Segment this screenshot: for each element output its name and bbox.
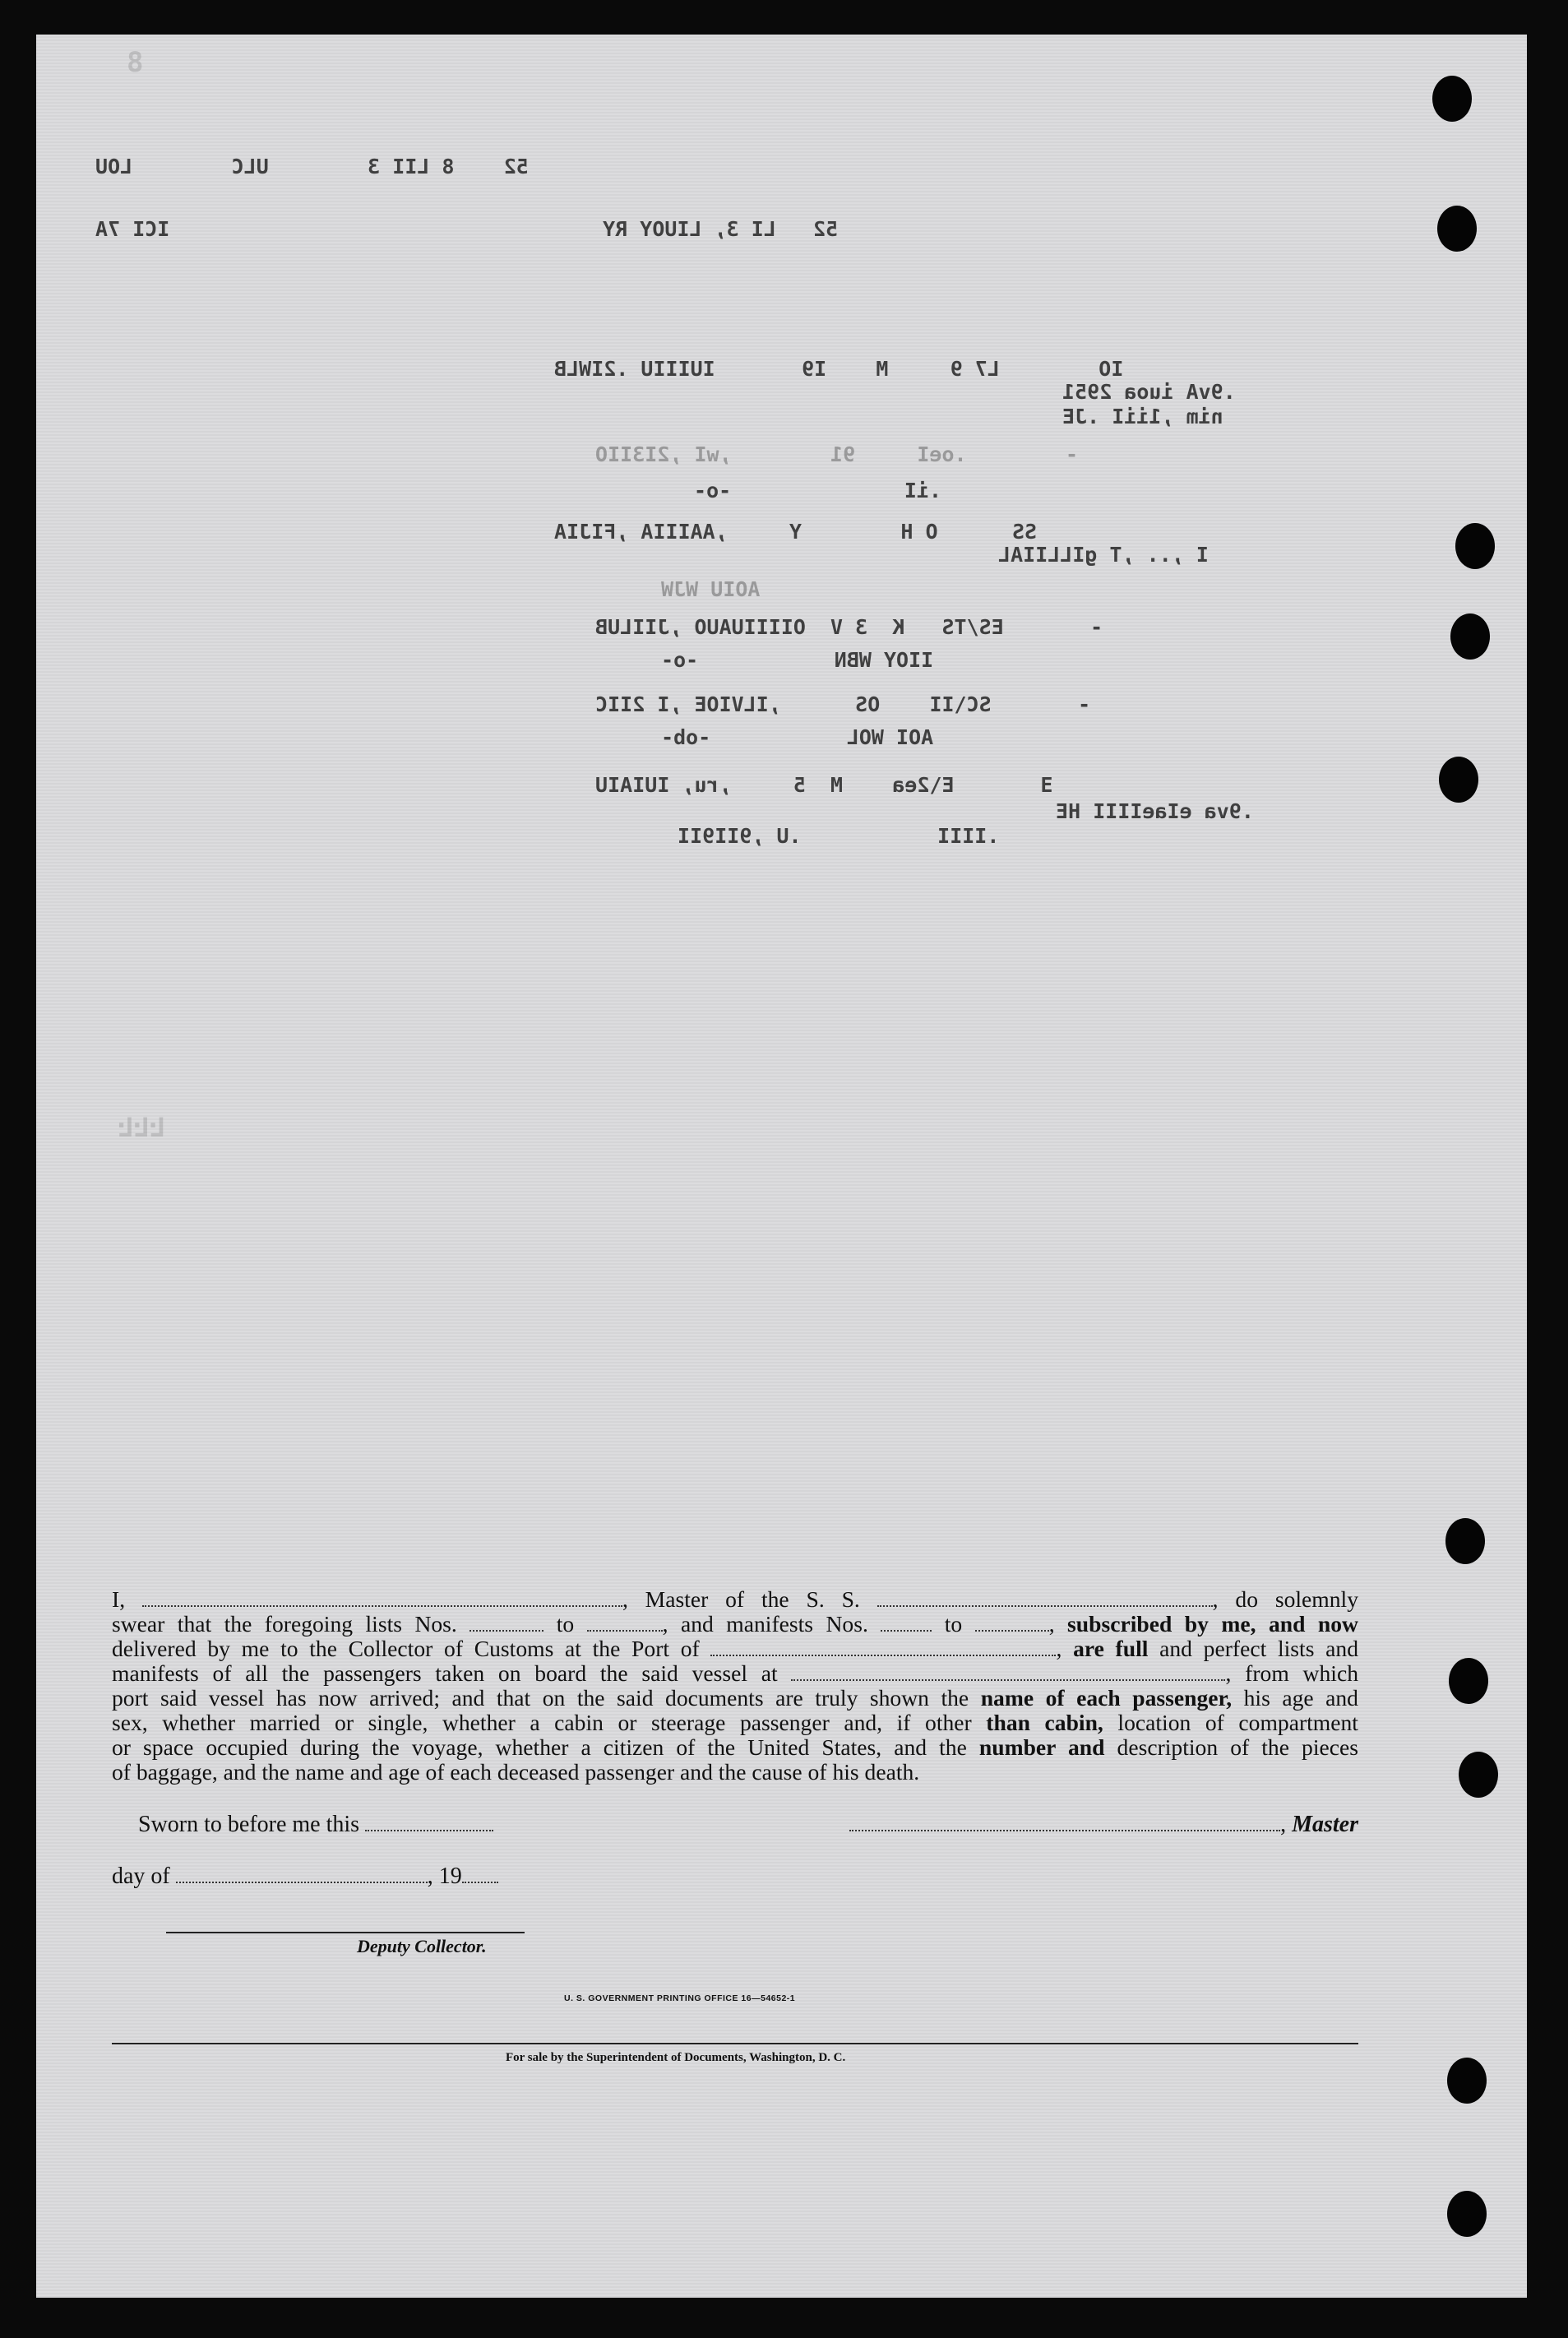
oath-text: to xyxy=(556,1611,575,1637)
bleed-through-row-5: AOIU WJW xyxy=(661,577,761,601)
bleed-through-stamp: ĿĿĿ xyxy=(118,1112,166,1143)
day-row xyxy=(112,1863,498,1890)
sworn-left xyxy=(138,1812,493,1838)
master-name-blank[interactable] xyxy=(142,1587,622,1607)
oath-text: sex, whether married or single, whether a cabin or steerage passenger and, if other xyxy=(112,1710,972,1735)
sworn-label: Sworn to before me this xyxy=(138,1812,360,1837)
punch-hole xyxy=(1447,2058,1487,2104)
master-signature-blank[interactable] xyxy=(849,1812,1280,1831)
bleed-through-row-3: .iI -o- xyxy=(694,479,942,502)
punch-hole xyxy=(1445,1518,1485,1564)
sworn-day-blank[interactable] xyxy=(365,1812,493,1831)
oath-text: to xyxy=(944,1611,963,1637)
bleed-through-row-7b: AOI WOL -ob- xyxy=(661,725,934,749)
bleed-through-row-8: Ǝ E\2ea M 5 ,ru, IUIAIU xyxy=(595,773,1053,797)
oath-text: , do solemnly xyxy=(1212,1586,1359,1612)
oath-text: are full xyxy=(1073,1636,1149,1661)
oath-text: his age and xyxy=(1243,1685,1358,1711)
bleed-through-row-4: SS O H Y ,AAIIIA ,FIJIA xyxy=(554,520,1037,544)
port-of-departure-blank[interactable] xyxy=(791,1661,1225,1681)
oath-text: subscribed by me, and now xyxy=(1067,1611,1358,1637)
oath-text: delivered by me to the Collector of Customs at the Port of xyxy=(112,1636,700,1661)
deputy-signature-line[interactable] xyxy=(166,1932,525,1933)
oath-text: swear that the foregoing lists Nos. xyxy=(112,1611,457,1637)
bleed-through-row-2: - .oeI 91 ,wI ,2I3IIO xyxy=(595,442,1078,466)
master-comma: , xyxy=(1280,1812,1287,1837)
bleed-through-header-2: 52 LI 3, LIUOY RY ICI 7A xyxy=(95,217,839,241)
deputy-collector-label: Deputy Collector. xyxy=(357,1936,487,1956)
oath-text: name of each passenger, xyxy=(980,1685,1233,1711)
oath-text: location of compartment xyxy=(1117,1710,1358,1735)
manifests-to-blank[interactable] xyxy=(975,1612,1049,1632)
punch-hole xyxy=(1437,206,1477,252)
bleed-through-row-1: IO L7 9 M I9 IUIIIU .2IWLB xyxy=(554,357,1124,381)
bleed-through-row-6b: IIOY WBN -o- xyxy=(661,648,934,672)
oath-text: port said vessel has now arrived; and that on the said documents are truly shown the xyxy=(112,1685,969,1711)
for-sale-notice: For sale by the Superintendent of Documents, Washington, D. C. xyxy=(506,2051,846,2064)
bleed-through-row-6: - ES/TS K 3 V OIIIIUAUO ,JIILUB xyxy=(595,615,1103,639)
oath-text: than cabin, xyxy=(986,1710,1103,1735)
bleed-through-page-number: 8 xyxy=(127,46,144,79)
lists-from-blank[interactable] xyxy=(469,1612,543,1632)
oath-text: number and xyxy=(978,1734,1105,1760)
port-of-arrival-blank[interactable] xyxy=(710,1637,1056,1656)
oath-text: , Master of the S. S. xyxy=(622,1586,860,1612)
ship-name-blank[interactable] xyxy=(877,1587,1213,1607)
punch-hole xyxy=(1449,1658,1488,1704)
lists-to-blank[interactable] xyxy=(587,1612,663,1632)
oath-text: and perfect lists and xyxy=(1159,1636,1358,1661)
punch-hole xyxy=(1447,2191,1487,2237)
footer-rule xyxy=(112,2043,1358,2044)
master-label: Master xyxy=(1292,1812,1358,1837)
oath-text: of baggage, and the name and age of each deceased passenger and the cause of his death. xyxy=(112,1759,920,1785)
bleed-through-row-8c: .IIII .U ,9II9II xyxy=(678,824,1000,848)
oath-text: , xyxy=(1048,1611,1055,1637)
gpo-imprint: U. S. GOVERNMENT PRINTING OFFICE 16—54652-1 xyxy=(564,1993,796,2003)
master-signature xyxy=(849,1812,1358,1838)
document-page xyxy=(36,35,1527,2298)
punch-hole xyxy=(1455,523,1495,569)
year-prefix: , 19 xyxy=(427,1863,462,1889)
punch-hole xyxy=(1432,76,1472,122)
oath-text: manifests of all the passengers taken on board the said vessel at xyxy=(112,1660,778,1686)
bleed-through-header-1: 52 8 LII 3 ULC LOU xyxy=(95,155,529,178)
bleed-through-row-1c: nim ,1iiI .JE xyxy=(1062,405,1223,428)
oath-text: I, xyxy=(112,1586,126,1612)
bleed-through-row-1b: .9vA iuoa 2951 xyxy=(1062,380,1236,404)
punch-hole xyxy=(1450,613,1490,660)
oath-text: or space occupied during the voyage, whether a citizen of the United States, and the xyxy=(112,1734,967,1760)
manifests-from-blank[interactable] xyxy=(881,1612,932,1632)
bleed-through-row-4b: I ,.. ,T gILLIIAL xyxy=(998,543,1209,567)
oath-text: , and manifests Nos. xyxy=(662,1611,868,1637)
punch-hole xyxy=(1459,1752,1498,1798)
bleed-through-row-8b: .9va eIaeIIII HE xyxy=(1056,799,1254,823)
oath-of-master xyxy=(112,1587,1358,1785)
oath-text: , xyxy=(1056,1636,1062,1661)
day-label: day of xyxy=(112,1863,170,1889)
sworn-row xyxy=(112,1812,1358,1840)
month-blank[interactable] xyxy=(176,1863,428,1883)
punch-hole xyxy=(1439,757,1478,803)
oath-text: description of the pieces xyxy=(1117,1734,1358,1760)
year-blank[interactable] xyxy=(462,1863,498,1883)
oath-text: , from which xyxy=(1225,1660,1358,1686)
bleed-through-row-7: - SC\II OS ,ILVIOE ,I 2IIC xyxy=(595,692,1091,716)
